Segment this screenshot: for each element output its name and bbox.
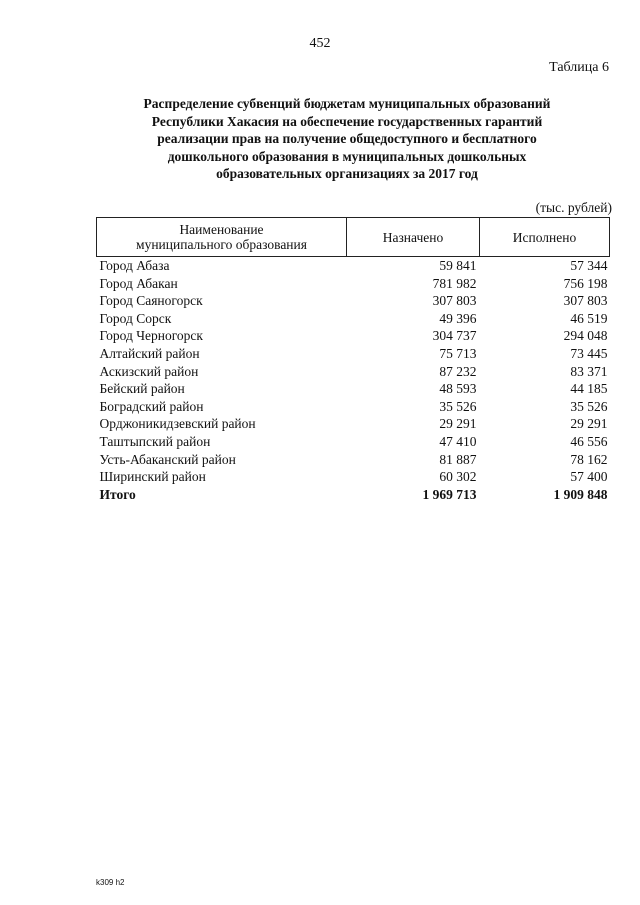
planned-cell: 75 713 — [439, 345, 477, 361]
municipality-cell: Город Абакан — [99, 275, 178, 291]
executed-cell: 57 344 — [570, 258, 608, 273]
municipality-cell: Орджоникидзевский район — [99, 416, 256, 432]
table-row — [97, 327, 610, 345]
planned-cell: 29 291 — [439, 416, 477, 432]
executed-cell: 307 803 — [563, 293, 608, 309]
executed-cell: 1 909 848 — [553, 486, 608, 502]
title-line: реализации прав на получение общедоступного и бесплатного — [157, 131, 537, 146]
executed-cell: 46 556 — [570, 433, 608, 449]
planned-cell: 781 982 — [432, 275, 477, 291]
table-row — [97, 345, 610, 363]
municipality-cell: Аскизский район — [99, 363, 199, 379]
municipality-cell: Боградский район — [99, 398, 204, 414]
units-label: (тыс. рублей) — [535, 200, 612, 215]
table-body — [97, 257, 610, 504]
planned-cell: 35 526 — [439, 398, 477, 414]
page-number: 452 — [309, 36, 331, 51]
executed-cell: 29 291 — [570, 416, 608, 432]
table-row — [97, 451, 610, 469]
municipality-cell: Итого — [99, 486, 136, 502]
municipality-cell: Город Сорск — [99, 310, 172, 326]
title-line: образовательных организациях за 2017 год — [216, 166, 478, 181]
executed-cell: 78 162 — [570, 451, 608, 467]
header-municipality — [97, 218, 347, 257]
municipality-cell: Ширинский район — [99, 469, 206, 485]
planned-cell: 1 969 713 — [422, 486, 477, 502]
municipality-cell: Город Черногорск — [99, 328, 203, 344]
table-row — [97, 380, 610, 398]
document-title — [95, 95, 599, 183]
table-row — [97, 363, 610, 381]
executed-cell: 57 400 — [570, 469, 608, 485]
executed-cell: 83 371 — [570, 363, 608, 379]
title-line: дошкольного образования в муниципальных дошкольных — [167, 148, 527, 164]
table-row — [97, 433, 610, 451]
planned-cell: 60 302 — [439, 469, 477, 485]
municipality-cell: Бейский район — [99, 381, 185, 397]
table-row — [97, 310, 610, 328]
executed-cell: 756 198 — [563, 275, 608, 291]
table-row — [97, 292, 610, 310]
planned-cell: 307 803 — [432, 293, 477, 309]
planned-cell: 87 232 — [439, 363, 477, 379]
table-row — [97, 398, 610, 416]
table-label: Таблица 6 — [549, 60, 609, 75]
title-line: Распределение субвенций бюджетам муниципальных образований — [143, 96, 551, 111]
table-row — [97, 468, 610, 486]
planned-cell: 48 593 — [439, 381, 477, 397]
municipality-cell: Город Абаза — [99, 258, 170, 273]
planned-cell: 304 737 — [432, 328, 477, 344]
planned-cell: 81 887 — [439, 451, 477, 467]
municipality-cell: Таштыпский район — [99, 433, 211, 449]
title-line: Республики Хакасия на обеспечение государственных гарантий — [151, 113, 543, 129]
executed-cell: 44 185 — [570, 381, 608, 397]
table-row — [97, 275, 610, 293]
executed-cell: 294 048 — [563, 328, 608, 344]
executed-cell: 73 445 — [570, 345, 608, 361]
table-header-row — [97, 218, 610, 257]
planned-cell: 59 841 — [439, 258, 477, 273]
executed-cell: 46 519 — [570, 310, 608, 326]
table-row — [97, 257, 610, 275]
subvention-table — [96, 217, 610, 503]
planned-cell: 47 410 — [439, 433, 477, 449]
table-row — [97, 415, 610, 433]
header-planned: Назначено — [347, 218, 480, 257]
footer-code: k309 h2 — [96, 878, 125, 887]
header-municipality-line2: муниципального образования — [136, 237, 307, 252]
executed-cell: 35 526 — [570, 398, 608, 414]
municipality-cell: Усть-Абаканский район — [99, 451, 236, 467]
municipality-cell: Алтайский район — [99, 345, 200, 361]
header-municipality-line1: Наименование — [179, 222, 264, 237]
municipality-cell: Город Саяногорск — [99, 293, 203, 309]
planned-cell: 49 396 — [439, 310, 477, 326]
table-total-row — [97, 486, 610, 504]
header-executed: Исполнено — [480, 218, 610, 257]
